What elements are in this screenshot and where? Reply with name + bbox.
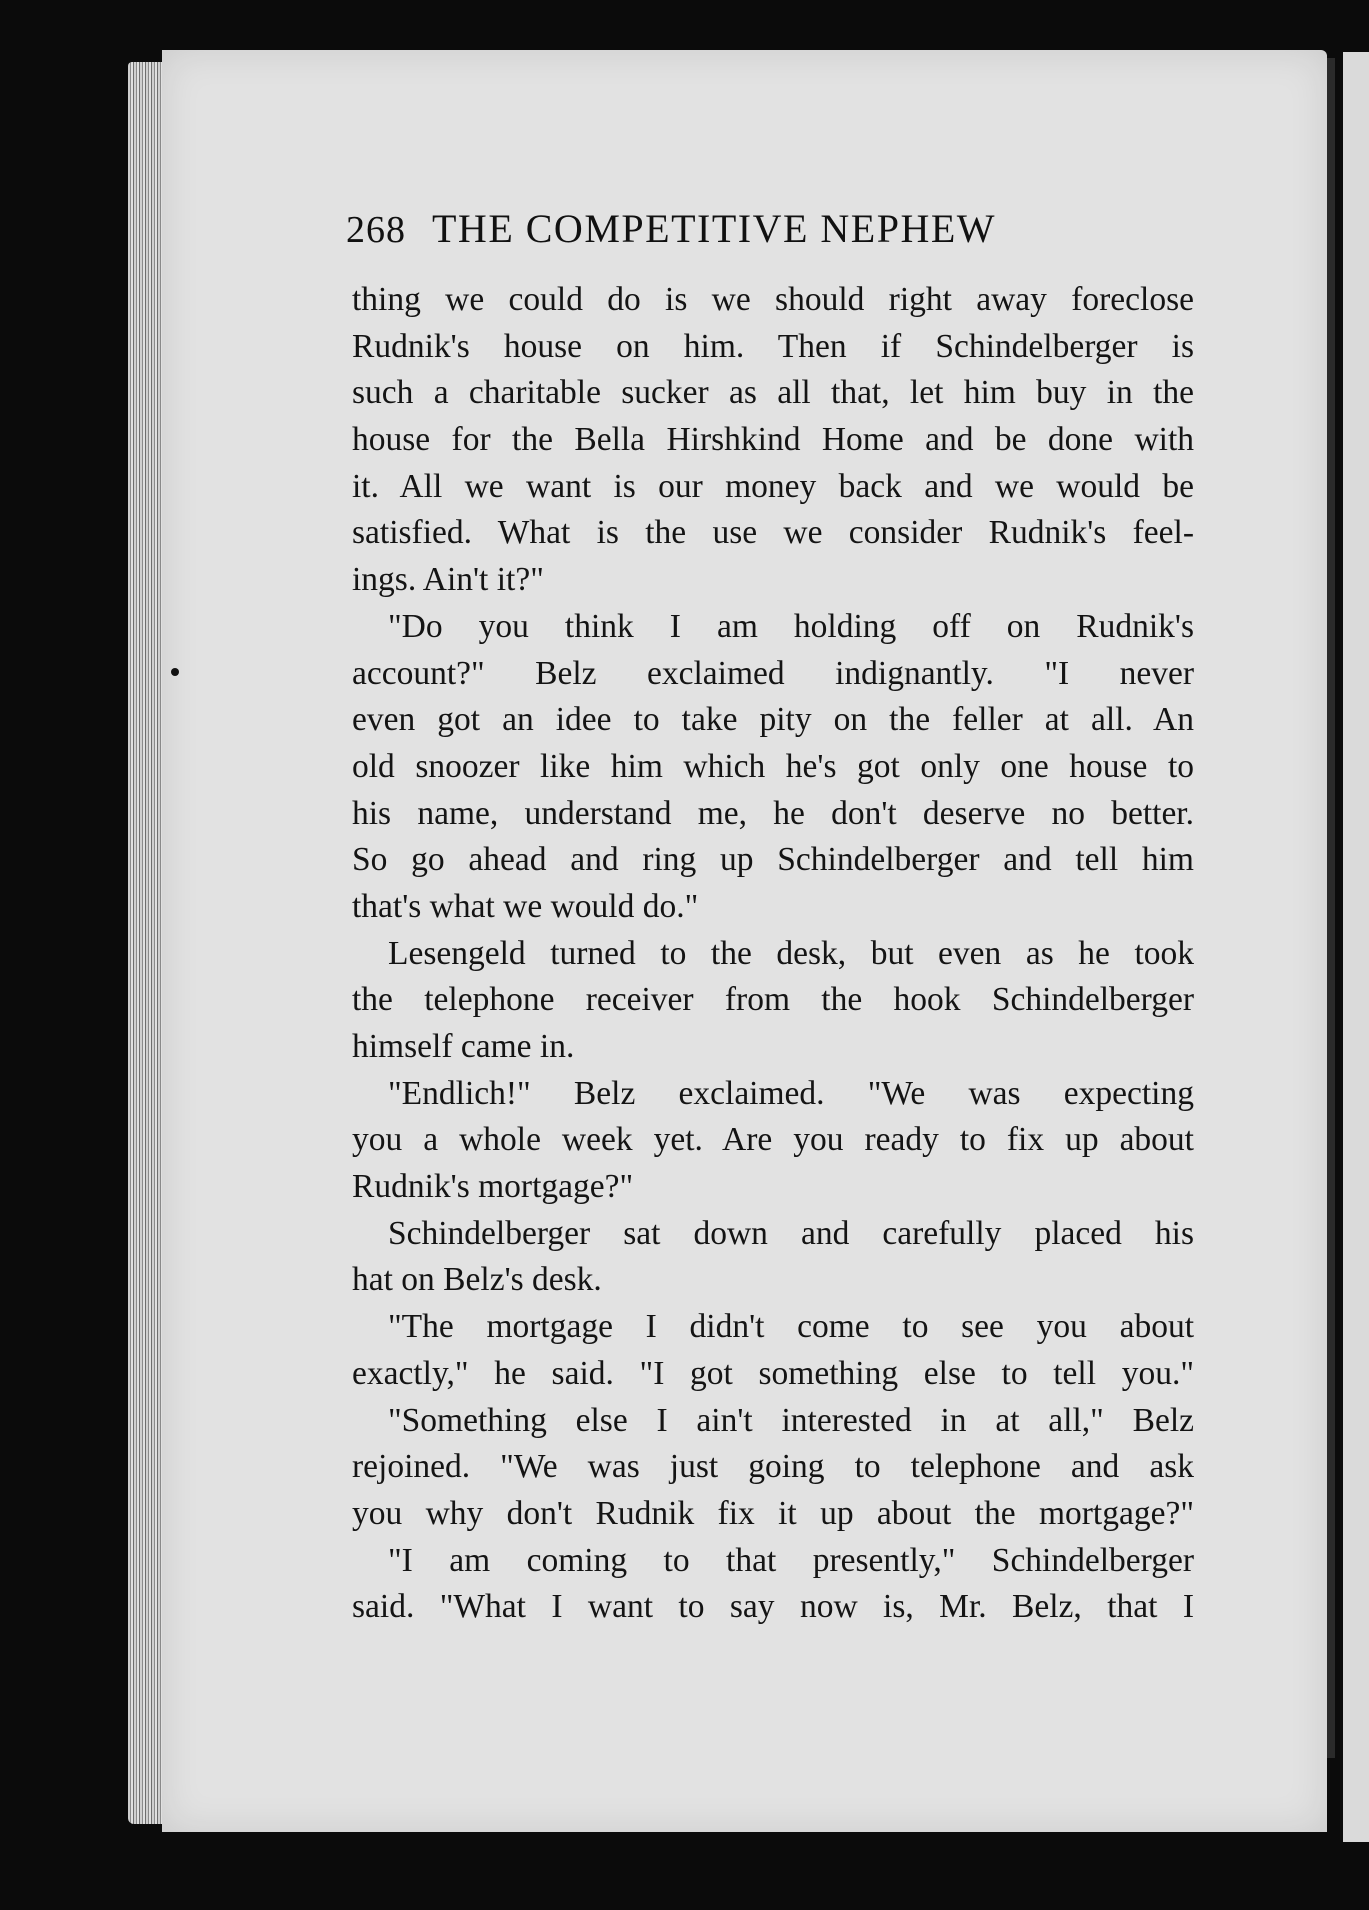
text-line: account?" Belz exclaimed indignantly. "I never	[352, 654, 1194, 692]
text-line: Schindelberger sat down and carefully placed his	[388, 1214, 1194, 1252]
text-line: the telephone receiver from the hook Schindelberger	[352, 981, 1194, 1019]
text-line: ings. Ain't it?"	[352, 561, 544, 599]
text-line: exactly," he said. "I got something else to tell you."	[352, 1354, 1194, 1392]
text-line: "I am coming to that presently," Schindelberger	[388, 1541, 1194, 1579]
body-text	[352, 277, 1194, 1631]
text-line: So go ahead and ring up Schindelberger and tell him	[352, 841, 1194, 879]
text-line: old snoozer like him which he's got only one house to	[352, 747, 1194, 785]
text-line: that's what we would do."	[352, 887, 699, 925]
text-line: rejoined. "We was just going to telephone and ask	[352, 1448, 1194, 1486]
text-line: "The mortgage I didn't come to see you about	[388, 1308, 1194, 1346]
text-line: his name, understand me, he don't deserve no better.	[352, 794, 1194, 832]
text-line: Lesengeld turned to the desk, but even as he took	[388, 934, 1194, 972]
text-line: hat on Belz's desk.	[352, 1261, 602, 1299]
text-line: thing we could do is we should right away foreclose	[352, 281, 1194, 318]
page-gutter	[1327, 58, 1335, 1758]
text-line: himself came in.	[352, 1028, 575, 1065]
text-line: house for the Bella Hirshkind Home and be done with	[352, 421, 1194, 459]
text-line: satisfied. What is the use we consider Rudnik's feel-	[352, 514, 1194, 552]
running-header	[346, 205, 1196, 265]
text-line: "Do you think I am holding off on Rudnik's	[388, 607, 1194, 645]
text-line: you why don't Rudnik fix it up about the mortgage?"	[352, 1494, 1194, 1532]
text-line: Rudnik's house on him. Then if Schindelberger is	[352, 327, 1194, 365]
text-line: Rudnik's mortgage?"	[352, 1168, 634, 1206]
text-line: such a charitable sucker as all that, let him buy in the	[352, 374, 1194, 412]
text-line: you a whole week yet. Are you ready to fix up about	[352, 1121, 1194, 1159]
text-line: "Something else I ain't interested in at all," Belz	[388, 1401, 1194, 1439]
text-line: it. All we want is our money back and we would be	[352, 467, 1194, 505]
text-line: even got an idee to take pity on the feller at all. An	[352, 701, 1194, 739]
text-line: said. "What I want to say now is, Mr. Belz, that I	[352, 1588, 1194, 1626]
scan-speck	[171, 668, 179, 676]
page-number: 268	[346, 209, 406, 251]
next-page-edge	[1343, 52, 1369, 1842]
running-title: THE COMPETITIVE NEPHEW	[432, 206, 997, 251]
text-line: "Endlich!" Belz exclaimed. "We was expecting	[388, 1074, 1194, 1112]
